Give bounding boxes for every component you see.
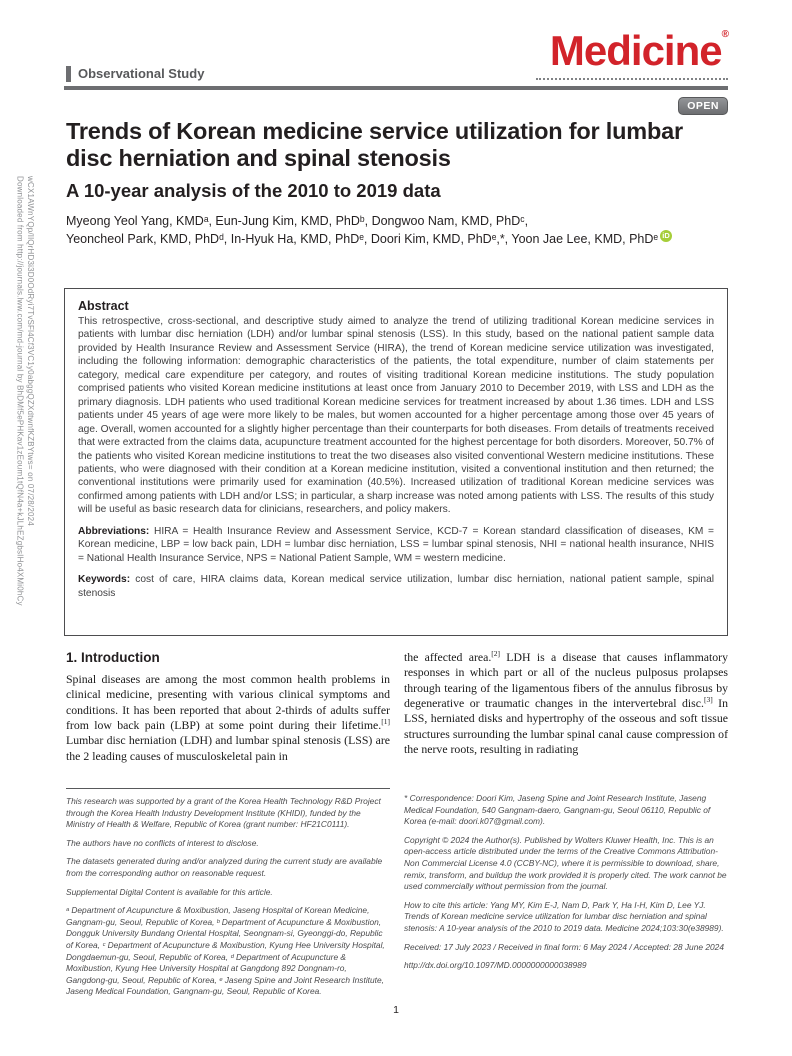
page-subtitle: A 10-year analysis of the 2010 to 2019 data xyxy=(66,179,441,201)
header-rule xyxy=(64,86,728,90)
footnote-correspondence: * Correspondence: Doori Kim, Jaseng Spine and Joint Research Institute, Jaseng Medical Foundation, 540 Gangnam-daero, Gangnam-gu, Seoul 06110, Republic of Korea (e-mail: doori.k07@gmail.com). xyxy=(404,793,711,827)
footnote-funding: This research was supported by a grant of the Korea Health Technology R&D Project through the Korea Health Industry Development Institute (KHIDI), funded by the Ministry of Health & Welfare, Republic of Korea (grant number: HF21C0111). xyxy=(66,796,381,830)
introduction-section xyxy=(66,650,728,788)
author-list xyxy=(66,212,728,250)
logo-dotted-rule xyxy=(536,78,728,80)
intro-heading: 1. Introduction xyxy=(66,650,160,665)
abbreviations-text: HIRA = Health Insurance Review and Assessment Service, KCD-7 = Korean standard classification of diseases, KM = Korean medicine, LBP = low back pain, LDH = lumbar disc herniation, LSS = lumbar spinal stenosis, NHI = national health insurance, NHIS = National Health Insurance Service, NPS = National Patient Sample, WM = western medicine. xyxy=(78,525,714,564)
intro-right-text: the affected area.[2] LDH is a disease that causes inflammatory responses in which part or all of the nucleus pulposus prolapses through tearing of the ligamentous fibers of the annulus fibrosus by degenerative or traumatic changes in the intervertebral disc.[3] In LSS, herniated disks and hypertrophy of the osseous and soft tissue structures surrounding the lumbar spinal canal cause compression of the nerve roots, resulting in radiating xyxy=(404,650,728,756)
download-watermark xyxy=(14,176,35,736)
orcid-icon: iD xyxy=(660,230,672,242)
footnotes-right-column xyxy=(404,793,728,979)
footnote-received-dates: Received: 17 July 2023 / Received in final form: 6 May 2024 / Accepted: 28 June 2024 xyxy=(404,941,724,952)
footnote-citation: How to cite this article: Yang MY, Kim E-J, Nam D, Park Y, Ha I-H, Kim D, Lee YJ. Trends of Korean medicine service utilization for lumbar disc herniation and spinal stenosis: A 10-year analysis of the 2010 to 2019 data. Medicine 2024;103:30(e38989). xyxy=(404,899,724,933)
abbreviations xyxy=(78,525,714,565)
journal-name: Medicine xyxy=(549,27,722,74)
keywords xyxy=(78,573,714,600)
author-line-1: Myeong Yeol Yang, KMDᵃ, Eun-Jung Kim, KMD, PhDᵇ, Dongwoo Nam, KMD, PhDᶜ, xyxy=(66,213,529,228)
footnote-affiliations: ᵃ Department of Acupuncture & Moxibustion, Jaseng Hospital of Korean Medicine, Gangnam-gu, Seoul, Republic of Korea, ᵇ Department of Acupuncture & Moxibustion, Dongguk University Bundang Oriental Hospital, Seongnam-si, Gyeonggi-do, Republic of Korea, ᶜ Department of Acupuncture & Moxibustion, Kyung Hee University Hospital, Dongdaemun-gu, Seoul, Republic of Korea, ᵈ Department of Acupuncture & Moxibustion, Kyung Hee University Hospital at Gangdong 892 Dongnam-ro, Gangdong-gu, Seoul, Republic of Korea, ᵉ Jaseng Spine and Joint Research Institute, Jaseng Medical Foundation, Gangnam-gu, Seoul, Republic of Korea. xyxy=(66,905,385,997)
open-access-row xyxy=(678,96,728,115)
page-number: 1 xyxy=(393,1004,399,1016)
registered-mark: ® xyxy=(721,29,728,40)
footnote-supplemental: Supplemental Digital Content is available for this article. xyxy=(66,886,273,897)
author-line-2: Yeoncheol Park, KMD, PhDᵈ, In-Hyuk Ha, KMD, PhDᵉ, Doori Kim, KMD, PhDᵉ,*, Yoon Jae Lee, KMD, PhDᵉ xyxy=(66,232,659,247)
footnote-doi: http://dx.doi.org/10.1097/MD.0000000000038989 xyxy=(404,960,587,971)
article-type-label: Observational Study xyxy=(66,66,204,82)
keywords-text: cost of care, HIRA claims data, Korean medical service utilization, lumbar disc herniation, national patient sample, spinal stenosis xyxy=(78,574,714,599)
footnotes-left-column xyxy=(66,788,390,1005)
keywords-label: Keywords: xyxy=(78,574,131,586)
page-title: Trends of Korean medicine service utilization for lumbar disc herniation and spinal stenosis xyxy=(66,118,683,172)
footnote-conflicts: The authors have no conflicts of interest to disclose. xyxy=(66,837,259,848)
footnote-copyright: Copyright © 2024 the Author(s). Published by Wolters Kluwer Health, Inc. This is an open-access article distributed under the terms of the Creative Commons Attribution-Non Commercial License 4.0 (CCBY-NC), where it is permissible to download, share, remix, transform, and buildup the work provided it is properly cited. The work cannot be used commercially without permission from the journal. xyxy=(404,834,727,892)
open-access-badge: OPEN xyxy=(678,97,728,115)
intro-right-column xyxy=(404,650,728,788)
journal-logo xyxy=(549,27,728,74)
abstract-box xyxy=(64,288,728,636)
watermark-line-2: wCX1AWnYQp/IlQrHD3i3D0OdRyi7TvSFl4Cf3VC1y0abggQZXdtwnfKZBYtws= on 07/28/2024 xyxy=(25,176,35,526)
watermark-line-1: Downloaded from http://journals.lww.com/md-journal by BhDMf5ePHKav1zEoum1tQfN4a+kJLhEZgbsIHo4XMi0hCy xyxy=(15,176,25,606)
abstract-heading: Abstract xyxy=(78,299,129,313)
abbreviations-label: Abbreviations: xyxy=(78,525,150,537)
footnote-data-availability: The datasets generated during and/or analyzed during the current study are available from the corresponding author on reasonable request. xyxy=(66,856,383,878)
intro-left-column xyxy=(66,650,390,788)
abstract-body: This retrospective, cross-sectional, and descriptive study aimed to analyze the trend of utilizing traditional Korean medicine services in patients with lumbar disc herniation (LDH) and/or lumbar spinal stenosis (LSS). In this study, based on the national patient sample data provided by Health Insurance Review and Assessment Service (HIRA), the trend of Korean medicine service utilization was investigated, including the following information: demographic characteristics of the patients, the total expenditure, number of claim statements per category, medical care expenditure per category, and routes of visiting traditional Korean medicine institutions. The study population comprised patients who visited Korean medicine institutions at least once from January 2010 to December 2019, with LSS and LDH as the primary diagnosis. LDH patients who used traditional Korean medicine services for treatment increased by about 1.36 times. LDH and LSS patients under 45 years of age were more likely to be males, but women accounted for a higher percentage among those over 45 years of age. Overall, women accounted for a slightly higher percentage than their counterparts for both diseases. From details of treatments received that were extracted from the claims data, acupuncture treatment accounted for the highest percentage for both disorders. Moreover, 50.7% of the patients who visited Korean medicine institutions to treat the two diseases also visited conventional Western medicine institutions. These patients, who were diagnosed with their condition at a Korean medicine institution, visited a conventional institution and then returned; the conventional institutions were primarily used for examination (40.5%). Increased utilization of traditional Korean medicine services was confirmed among patients with LDH and/or LSS; in particular, a sharp increase was noted among patients with LSS. The results of this study will be useful as basic research data for clinicians, researchers, and policy makers. xyxy=(78,316,714,516)
title-block xyxy=(66,118,728,249)
intro-left-text: Spinal diseases are among the most common health problems in clinical medicine, presenting with various clinical symptoms and conditions. It has been reported that about 2-thirds of adults suffer from low back pain (LBP) at some point during their lifetime.[1] Lumbar disc herniation (LDH) and lumbar spinal stenosis (LSS) are the 2 leading causes of musculoskeletal pain in xyxy=(66,672,390,763)
